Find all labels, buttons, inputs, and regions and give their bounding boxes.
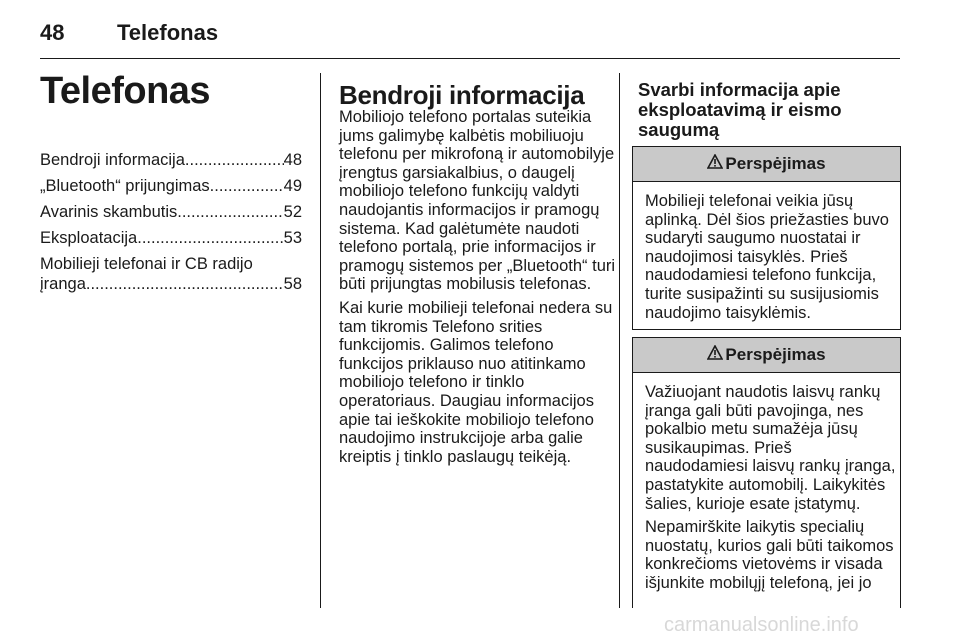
text-line: telefonu per mikrofoną ir automobilyje (339, 145, 615, 164)
text-line: operatoriaus. Daugiau informacijos (339, 391, 594, 410)
text-line: pokalbio metu sumažėja jūsų (645, 420, 858, 439)
text-line: apie tai ieškokite mobiliojo telefono (339, 410, 594, 429)
general-info-text (339, 108, 616, 471)
warning-heading: Perspėjimas (633, 338, 900, 373)
text-line: būti prijungtas mobilusis telefonas. (339, 275, 592, 294)
warning-box (632, 337, 901, 608)
chapter-title: Telefonas (40, 70, 211, 112)
text-line: telefono portalą, prie informacijos ir (339, 238, 596, 257)
section-title-safety (638, 80, 900, 140)
header-divider (40, 58, 900, 59)
text-line: aplinką. Dėl šios priežasties buvo (645, 210, 889, 229)
text-line: Mobilieji telefonai veikia jūsų (645, 192, 854, 210)
text-line: naudodamiesi laisvų rankų įranga, (645, 457, 896, 476)
text-line: turite susipažinti su susijusiomis (645, 284, 879, 303)
toc-entry[interactable]: Eksploatacija ..... 53 (40, 228, 302, 248)
text-line: mobiliojo telefono funkcijų valdyti (339, 182, 580, 201)
text-line: funkcijos priklauso nuo atitinkamo (339, 354, 586, 373)
page-number: 48 (40, 20, 65, 45)
text-line: saugumą (638, 119, 720, 140)
warning-heading: Perspėjimas (633, 147, 900, 182)
text-line: Svarbi informacija apie (638, 79, 841, 100)
text-line: Važiuojant naudotis laisvų rankų (645, 383, 881, 401)
text-line: naudojantis informacijos ir pramogų (339, 200, 600, 219)
text-line: nuostatų, kurios gali būti taikomos (645, 536, 894, 555)
section-title-general: Bendroji informacija (339, 80, 585, 110)
text-line: sudaryti saugumo nuostatai ir (645, 229, 861, 248)
text-line: naudojimo taisyklėmis. (645, 303, 811, 322)
toc-entry[interactable]: Mobilieji telefonai ir CB radijo įranga ..... 58 (40, 254, 302, 294)
text-line: eksploatavimą ir eismo (638, 99, 842, 120)
header-section-title: Telefonas (117, 20, 219, 45)
text-line: kreiptis į tinklo paslaugų teikėją. (339, 447, 572, 466)
text-line: naudojimo instrukcijoje arba galie (339, 429, 583, 448)
text-line: Nepamirškite laikytis specialių (645, 518, 865, 537)
text-line: pastatykite automobilį. Laikykitės (645, 475, 886, 494)
toc-entry[interactable]: Avarinis skambutis ..... 52 (40, 202, 302, 222)
text-line: įrengtus garsiakalbius, o daugelį (339, 163, 575, 182)
text-line: mobiliojo telefono ir tinklo (339, 373, 525, 392)
text-line: naudodamiesi telefono funkcija, (645, 266, 877, 285)
column-divider-2 (619, 73, 620, 608)
text-line: šalies, kurioje esate įstatymų. (645, 494, 861, 513)
warning-text (633, 182, 900, 335)
column-divider-1 (320, 73, 321, 608)
warning-box (632, 146, 901, 330)
warning-triangle-icon (707, 345, 723, 365)
text-line: jums galimybę kalbėtis mobiliuoju (339, 126, 584, 145)
paragraph (339, 108, 616, 294)
text-line: Kai kurie mobilieji telefonai nedera su (339, 298, 613, 317)
text-line: išjunkite mobilųjį telefoną, jei jo (645, 573, 872, 592)
warning-triangle-icon (707, 154, 723, 174)
toc-entry[interactable]: „Bluetooth“ prijungimas ..... 49 (40, 176, 302, 196)
text-line: funkcijomis. Galimos telefono (339, 336, 554, 355)
paragraph (339, 298, 613, 466)
text-line: susikaupimas. Prieš (645, 438, 792, 457)
toc-entry[interactable]: Bendroji informacija ..... 48 (40, 150, 302, 170)
text-line: pramogų sistemos per „Bluetooth“ turi (339, 256, 616, 275)
warning-text (633, 373, 900, 606)
table-of-contents (40, 150, 302, 300)
watermark: carmanualsonline.info (664, 614, 859, 636)
text-line: konkrečioms vietovėms ir visada (645, 555, 883, 574)
text-line: sistema. Kad galėtumėte naudoti (339, 219, 580, 238)
text-line: Mobiliojo telefono portalas suteikia (339, 108, 592, 126)
text-line: naudojimosi taisyklės. Prieš (645, 247, 848, 266)
text-line: tam tikromis Telefono srities (339, 317, 543, 336)
text-line: įranga gali būti pavojinga, nes (645, 401, 864, 420)
